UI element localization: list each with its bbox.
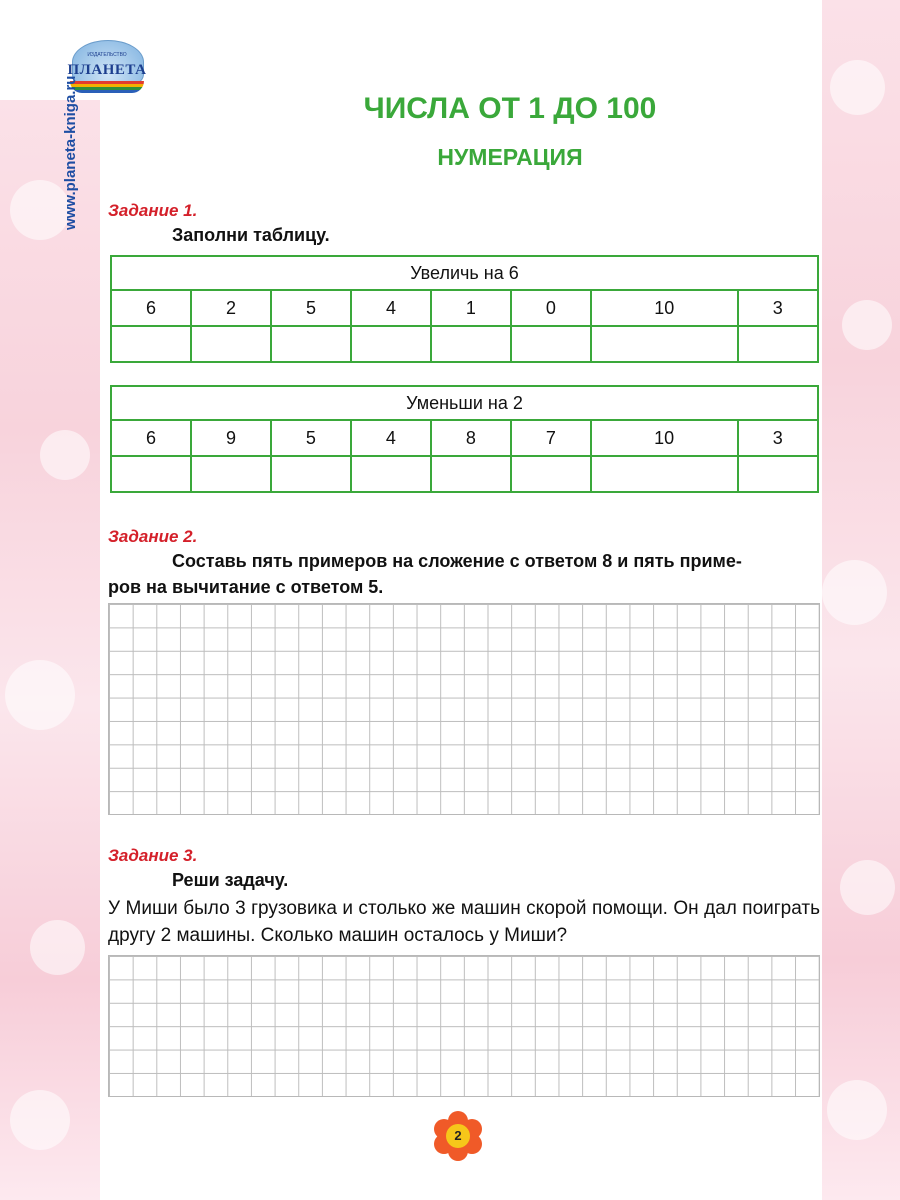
task2-label: Задание 2. — [108, 527, 198, 546]
task3-answer-grid[interactable] — [108, 955, 820, 1097]
page-number-flower — [433, 1111, 483, 1161]
decrease-table — [110, 385, 819, 493]
increase-table — [110, 255, 819, 363]
decrease-cell: 9 — [191, 420, 271, 456]
task2-text-line1: Составь пять примеров на сложение с ответом 8 и пять приме- — [172, 551, 742, 571]
decrease-cell: 4 — [351, 420, 431, 456]
decrease-table-header: Уменьши на 2 — [111, 386, 818, 420]
decrease-cell: 6 — [111, 420, 191, 456]
answer-cell[interactable] — [511, 456, 591, 492]
decrease-cell: 3 — [738, 420, 818, 456]
decrease-cell: 8 — [431, 420, 511, 456]
answer-cell[interactable] — [431, 326, 511, 362]
increase-cell: 1 — [431, 290, 511, 326]
answer-cell[interactable] — [591, 456, 738, 492]
answer-cell[interactable] — [271, 456, 351, 492]
answer-cell[interactable] — [351, 456, 431, 492]
answer-cell[interactable] — [111, 456, 191, 492]
increase-cell: 0 — [511, 290, 591, 326]
answer-cell[interactable] — [191, 326, 271, 362]
floral-border-right — [822, 0, 900, 1200]
floral-border-left — [0, 100, 100, 1200]
answer-cell[interactable] — [431, 456, 511, 492]
answer-cell[interactable] — [591, 326, 738, 362]
increase-table-header: Увеличь на 6 — [111, 256, 818, 290]
book-stripes-icon — [70, 81, 144, 93]
increase-cell: 2 — [191, 290, 271, 326]
publisher-url: www.planeta-kniga.ru — [62, 75, 79, 230]
answer-cell[interactable] — [351, 326, 431, 362]
increase-cell: 10 — [591, 290, 738, 326]
decrease-cell: 5 — [271, 420, 351, 456]
increase-cell: 5 — [271, 290, 351, 326]
task2-answer-grid[interactable] — [108, 603, 820, 815]
task3-problem-text: У Миши было 3 грузовика и столько же машин скорой помощи. Он дал поиграть другу 2 машины. Сколько машин осталось у Миши? — [108, 898, 820, 946]
task1-instruction: Заполни таблицу. — [172, 225, 330, 245]
page-number: 2 — [446, 1124, 470, 1148]
increase-cell: 6 — [111, 290, 191, 326]
publisher-small-text: ИЗДАТЕЛЬСТВО — [87, 52, 127, 58]
publisher-name: ПЛАНЕТА — [67, 62, 147, 78]
task2-text-line2: ров на вычитание с ответом 5. — [108, 577, 384, 597]
increase-cell: 4 — [351, 290, 431, 326]
answer-cell[interactable] — [511, 326, 591, 362]
answer-cell[interactable] — [191, 456, 271, 492]
page-title: ЧИСЛА ОТ 1 ДО 100 — [363, 92, 657, 125]
task1-label: Задание 1. — [108, 201, 198, 220]
task3-label: Задание 3. — [108, 846, 198, 865]
decrease-cell: 10 — [591, 420, 738, 456]
answer-cell[interactable] — [738, 326, 818, 362]
answer-cell[interactable] — [111, 326, 191, 362]
task3-instruction: Реши задачу. — [172, 870, 289, 890]
page-subtitle: НУМЕРАЦИЯ — [437, 144, 583, 170]
decrease-cell: 7 — [511, 420, 591, 456]
answer-cell[interactable] — [271, 326, 351, 362]
answer-cell[interactable] — [738, 456, 818, 492]
increase-cell: 3 — [738, 290, 818, 326]
